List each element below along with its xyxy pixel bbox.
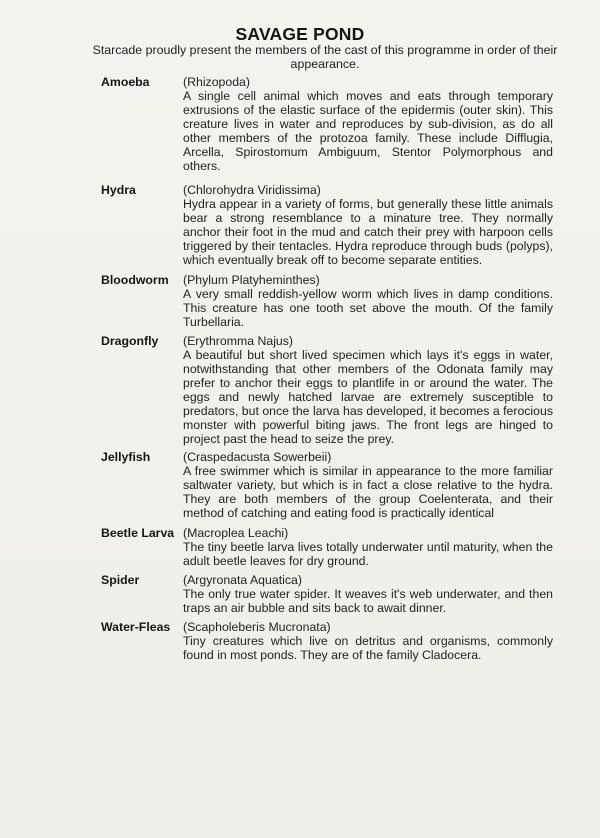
entry-description: A very small reddish-yellow worm which lives in damp conditions. This creature has one tooth set above the mouth. Of the family Turbellaria.	[183, 287, 553, 329]
entry-latin-name: (Macroplea Leachi)	[183, 526, 289, 540]
entry-name: Hydra	[101, 183, 136, 197]
entry-description: Hydra appear in a variety of forms, but generally these little animals bear a strong resemblance to a minature tree. They normally anchor their foot in the mud and catch their prey with harpoon cells triggered by their tentacles. Hydra reproduce through buds (polyps), which eventually break off to become separate entities.	[183, 197, 553, 267]
entry-description: The tiny beetle larva lives totally underwater until maturity, when the adult beetle leaves for dry ground.	[183, 540, 553, 568]
entry-description: The only true water spider. It weaves it's web underwater, and then traps an air bubble and sits back to await dinner.	[183, 587, 553, 615]
cast-entry-hydra	[0, 183, 600, 267]
cast-list	[0, 75, 600, 662]
entry-name: Amoeba	[101, 75, 150, 89]
cast-entry-dragonfly	[0, 334, 600, 446]
cast-entry-spider	[0, 573, 600, 615]
entry-latin-name: (Chlorohydra Viridissima)	[183, 183, 321, 197]
entry-description: Tiny creatures which live on detritus and organisms, commonly found in most ponds. They are of the family Cladocera.	[183, 634, 553, 662]
cast-entry-bloodworm	[0, 273, 600, 329]
entry-description: A beautiful but short lived specimen which lays it's eggs in water, notwithstanding that other members of the Odonata family may prefer to anchor their eggs to plantlife in or around the water. The eggs and newly hatched larvae are extremely susceptible to predators, but once the larva has developed, it becomes a ferocious monster with powerful biting jaws. The front legs are hinged to project past the head to seize the prey.	[183, 348, 553, 446]
entry-latin-name: (Scapholeberis Mucronata)	[183, 620, 331, 634]
cast-entry-water-fleas	[0, 620, 600, 662]
entry-description: A free swimmer which is similar in appearance to the more familiar saltwater variety, but which is in fact a close relative to the hydra. They are both members of the group Coelenterata, and their method of catching and eating food is practically identical	[183, 464, 553, 520]
entry-name: Spider	[101, 573, 140, 587]
entry-latin-name: (Craspedacusta Sowerbeii)	[183, 450, 332, 464]
entry-latin-name: (Argyronata Aquatica)	[183, 573, 302, 587]
intro-paragraph: Starcade proudly present the members of the cast of this programme in order of their appearance.	[92, 43, 558, 71]
entry-name: Bloodworm	[101, 273, 169, 287]
entry-latin-name: (Erythromma Najus)	[183, 334, 294, 348]
entry-name: Dragonfly	[101, 334, 159, 348]
entry-name: Beetle Larva	[101, 526, 175, 540]
entry-description: A single cell animal which moves and eats through temporary extrusions of the elastic surface of the epidermis (outer skin). This creature lives in water and reproduces by sub-division, as do all other members of the protozoa family. These include Difflugia, Arcella, Spirostomum Ambiguum, Stentor Polymorphous and others.	[183, 89, 553, 173]
entry-name: Water-Fleas	[101, 620, 171, 634]
page-title: SAVAGE POND	[235, 24, 365, 44]
cast-entry-beetle-larva	[0, 526, 600, 568]
entry-latin-name: (Phylum Platyheminthes)	[183, 273, 320, 287]
entry-latin-name: (Rhizopoda)	[183, 75, 250, 89]
cast-entry-jellyfish	[0, 450, 600, 520]
cast-entry-amoeba	[0, 75, 600, 173]
entry-name: Jellyfish	[101, 450, 151, 464]
